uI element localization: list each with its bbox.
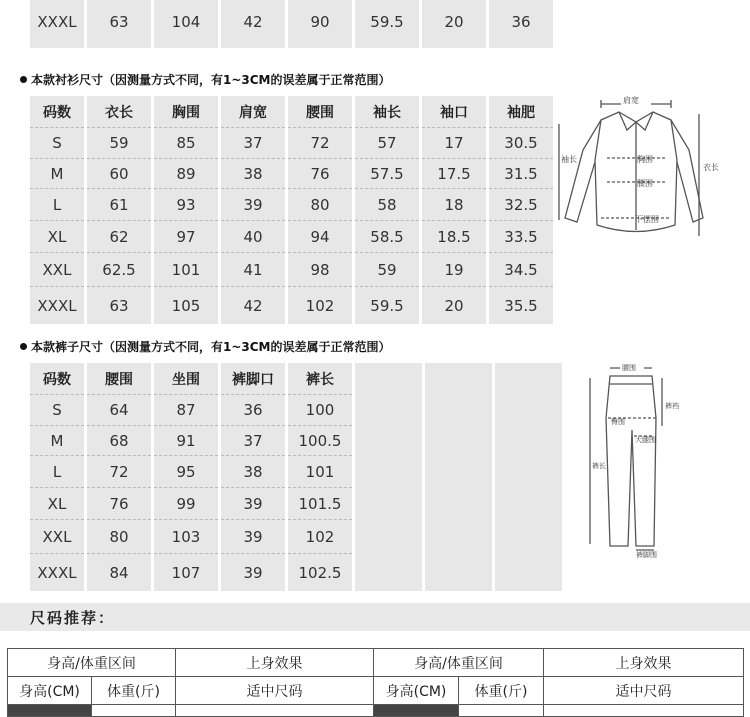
table-cell: 99 (154, 488, 218, 520)
table-cell: 33.5 (489, 221, 553, 253)
column-header: 坐围 (154, 363, 218, 395)
shirt-label-waist: 腰围 (637, 179, 653, 188)
pants-diagram (580, 358, 700, 558)
size-column (355, 96, 419, 324)
column-header: 肩宽 (221, 96, 285, 128)
size-column (30, 363, 84, 591)
size-column (221, 363, 285, 591)
table-cell: 76 (288, 159, 352, 189)
fit-header-left: 适中尺码 (176, 677, 374, 705)
data-cell (459, 705, 544, 717)
column-header: 腰围 (288, 96, 352, 128)
table-cell: 31.5 (489, 159, 553, 189)
data-cell (8, 705, 92, 717)
table-cell: 30.5 (489, 128, 553, 159)
pants-label-length: 裤长 (592, 462, 606, 470)
recommend-table (7, 648, 744, 717)
table-cell: 37 (221, 128, 285, 159)
table-cell: 98 (288, 253, 352, 287)
column-header: 袖长 (355, 96, 419, 128)
table-cell: 94 (288, 221, 352, 253)
table-cell: 62.5 (87, 253, 151, 287)
table-cell: 42 (243, 13, 263, 31)
size-column (489, 96, 553, 324)
size-column (30, 96, 84, 324)
table-cell: 61 (87, 189, 151, 221)
column-header: 胸围 (154, 96, 218, 128)
height-header-left: 身高(CM) (8, 677, 92, 705)
size-column (489, 0, 553, 48)
column-header: 衣长 (87, 96, 151, 128)
size-column (422, 96, 486, 324)
pants-size-heading (20, 338, 391, 355)
table-cell: S (30, 395, 84, 426)
size-column (355, 363, 422, 591)
size-column (221, 0, 285, 48)
column-header: 裤长 (288, 363, 352, 395)
table-cell: 36 (221, 395, 285, 426)
data-cell (92, 705, 176, 717)
table-cell: S (30, 128, 84, 159)
table-cell: 101 (154, 253, 218, 287)
column-header: 裤脚口 (221, 363, 285, 395)
table-cell: 100 (288, 395, 352, 426)
recommend-title: 尺码推荐： (30, 609, 116, 627)
group-header-left: 身高/体重区间 (8, 649, 176, 677)
bullet-icon (20, 76, 27, 83)
table-cell: 107 (171, 563, 201, 582)
table-cell: 39 (221, 189, 285, 221)
size-column (425, 363, 492, 591)
table-cell: 39 (221, 520, 285, 554)
table-cell: 72 (288, 128, 352, 159)
data-cell (374, 705, 459, 717)
table-cell: 80 (87, 520, 151, 554)
data-cell (544, 705, 744, 717)
table-cell: XXXL (37, 13, 77, 31)
shirt-label-hem: 下摆围 (635, 215, 659, 224)
size-column (87, 0, 151, 48)
table-cell: 102.5 (298, 563, 342, 582)
table-cell: 32.5 (489, 189, 553, 221)
table-cell: 91 (154, 426, 218, 456)
table-cell: 93 (154, 189, 218, 221)
table-cell: 97 (154, 221, 218, 253)
table-cell: 40 (221, 221, 285, 253)
table-cell: 102 (305, 296, 335, 315)
weight-header-left: 体重(斤) (92, 677, 176, 705)
fit-header-right: 适中尺码 (544, 677, 744, 705)
bullet-icon (20, 343, 27, 350)
table-cell: 58.5 (355, 221, 419, 253)
table-cell: 20 (444, 296, 464, 315)
table-cell: XL (30, 488, 84, 520)
pants-heading-text: 本款裤子尺寸（因测量方式不同，有1~3CM的误差属于正常范围） (31, 340, 391, 354)
table-cell: 72 (87, 456, 151, 488)
table-cell: 59 (87, 128, 151, 159)
pants-label-hip: 臀围 (611, 418, 625, 426)
table-cell: 59 (355, 253, 419, 287)
shirt-size-table (30, 96, 556, 324)
shirt-heading-text: 本款衬衫尺寸（因测量方式不同，有1~3CM的误差属于正常范围） (31, 73, 391, 87)
column-header: 码数 (30, 96, 84, 128)
shirt-diagram (553, 90, 718, 250)
shirt-label-sleeve: 袖长 (561, 155, 577, 164)
table-cell: XXXL (37, 563, 77, 582)
weight-header-right: 体重(斤) (459, 677, 544, 705)
table-cell: 80 (288, 189, 352, 221)
table-cell: 104 (171, 13, 201, 31)
table-cell: 62 (87, 221, 151, 253)
table-cell: 57.5 (355, 159, 419, 189)
table-cell: XXL (30, 253, 84, 287)
size-column (30, 0, 84, 48)
shirt-label-shoulder: 肩宽 (623, 96, 639, 105)
table-cell: 18.5 (422, 221, 486, 253)
table-cell: 35.5 (504, 296, 538, 315)
table-cell: 90 (310, 13, 330, 31)
size-column (495, 363, 562, 591)
table-cell: 19 (422, 253, 486, 287)
table-cell: 101.5 (288, 488, 352, 520)
table-cell: 20 (444, 13, 464, 31)
pants-label-thigh: 大腿围 (635, 436, 656, 444)
size-column (288, 96, 352, 324)
table-cell: 102 (288, 520, 352, 554)
table-cell: 39 (221, 488, 285, 520)
table-cell: M (30, 426, 84, 456)
table-cell: 18 (422, 189, 486, 221)
size-column (154, 96, 218, 324)
shirt-label-chest: 胸围 (637, 155, 653, 164)
table-cell: 63 (109, 13, 129, 31)
column-header: 袖肥 (489, 96, 553, 128)
table-cell: 38 (221, 456, 285, 488)
table-cell: 87 (154, 395, 218, 426)
table-cell: 36 (511, 13, 531, 31)
shirt-label-length: 衣长 (703, 163, 718, 172)
column-header: 腰围 (87, 363, 151, 395)
table-cell: 105 (171, 296, 201, 315)
table-cell: 39 (243, 563, 263, 582)
table-cell: 95 (154, 456, 218, 488)
table-cell: M (30, 159, 84, 189)
effect-header-right: 上身效果 (544, 649, 744, 677)
table-cell: 59.5 (370, 13, 404, 31)
size-column (154, 363, 218, 591)
table-cell: XXXL (37, 296, 77, 315)
size-column (221, 96, 285, 324)
table-cell: 42 (243, 296, 263, 315)
pants-size-table (30, 363, 565, 591)
column-header: 码数 (30, 363, 84, 395)
table-cell: 17.5 (422, 159, 486, 189)
table-cell: 38 (221, 159, 285, 189)
table-cell: 103 (154, 520, 218, 554)
table-cell: 89 (154, 159, 218, 189)
table-cell: 59.5 (370, 296, 404, 315)
pants-label-waist: 腰围 (622, 364, 636, 372)
table-cell: XXL (30, 520, 84, 554)
pants-label-rise: 裤裆 (665, 402, 679, 410)
table-cell: 84 (109, 563, 129, 582)
recommend-title-bar (0, 603, 750, 631)
size-column (422, 0, 486, 48)
top-size-table (30, 0, 556, 48)
column-header: 袖口 (422, 96, 486, 128)
table-cell: 58 (355, 189, 419, 221)
table-cell: 37 (221, 426, 285, 456)
table-cell: 41 (221, 253, 285, 287)
size-column (154, 0, 218, 48)
table-cell: L (30, 189, 84, 221)
table-cell: 60 (87, 159, 151, 189)
table-cell: 63 (109, 296, 129, 315)
pants-label-cuff: 裤脚围 (636, 551, 657, 558)
table-cell: L (30, 456, 84, 488)
table-cell: 34.5 (489, 253, 553, 287)
size-column (87, 96, 151, 324)
table-cell: 76 (87, 488, 151, 520)
table-cell: 85 (154, 128, 218, 159)
table-cell: 68 (87, 426, 151, 456)
group-header-right: 身高/体重区间 (374, 649, 544, 677)
table-cell: 64 (87, 395, 151, 426)
size-column (288, 363, 352, 591)
effect-header-left: 上身效果 (176, 649, 374, 677)
table-cell: 100.5 (288, 426, 352, 456)
size-column (87, 363, 151, 591)
shirt-size-heading (20, 71, 391, 88)
table-cell: XL (30, 221, 84, 253)
height-header-right: 身高(CM) (374, 677, 459, 705)
table-cell: 101 (288, 456, 352, 488)
size-column (355, 0, 419, 48)
size-column (288, 0, 352, 48)
data-cell (176, 705, 374, 717)
table-cell: 17 (422, 128, 486, 159)
table-cell: 57 (355, 128, 419, 159)
